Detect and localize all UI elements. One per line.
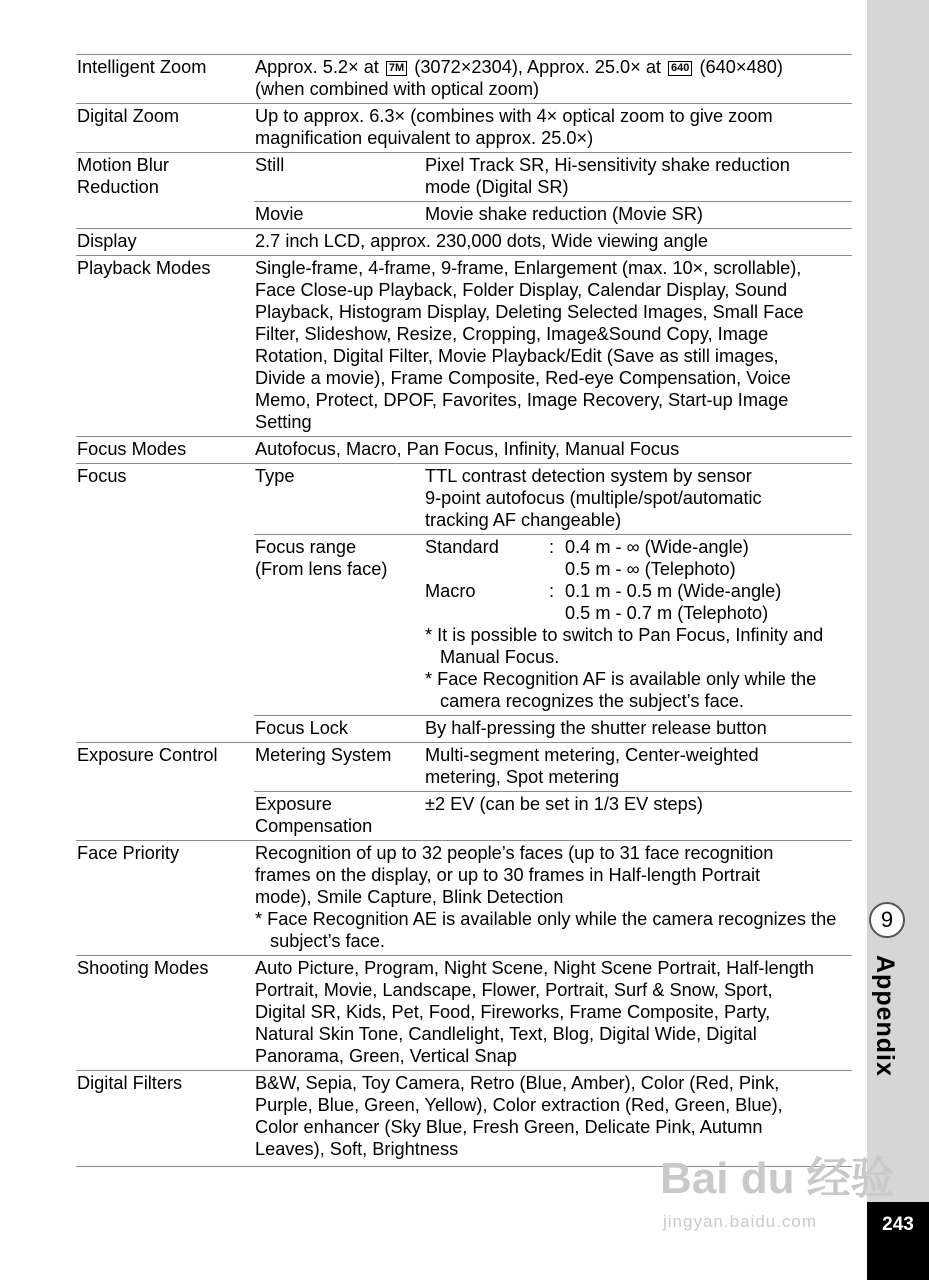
text-line: 9-point autofocus (multiple/spot/automatic (425, 488, 762, 508)
row-label: Playback Modes (76, 256, 254, 437)
resolution-7m-icon: 7M (386, 61, 407, 76)
row-label: Display (76, 229, 254, 256)
text-line: tracking AF changeable) (425, 510, 622, 530)
text-line: (From lens face) (255, 559, 388, 579)
text-line: Compensation (255, 816, 373, 836)
text: Approx. 5.2× at (255, 57, 384, 77)
resolution-640-icon: 640 (668, 61, 692, 76)
row-value (254, 956, 852, 1071)
text-line: Exposure (255, 794, 332, 814)
text-line: magnification equivalent to approx. 25.0×) (255, 128, 594, 148)
row-intelligent-zoom (76, 55, 852, 104)
text-line: Filter, Slideshow, Resize, Cropping, Image&Sound Copy, Image (255, 324, 769, 344)
row-face-priority (76, 841, 852, 956)
row-label: Focus Modes (76, 437, 254, 464)
row-motion-blur (76, 153, 852, 202)
row-playback-modes (76, 256, 852, 437)
text-line: B&W, Sepia, Toy Camera, Retro (Blue, Amber), Color (Red, Pink, (255, 1073, 780, 1093)
row-label: Shooting Modes (76, 956, 254, 1071)
text-line: Multi-segment metering, Center-weighted (425, 745, 759, 765)
text-line: Panorama, Green, Vertical Snap (255, 1046, 517, 1066)
text-line: Portrait, Movie, Landscape, Flower, Portrait, Surf & Snow, Sport, (255, 980, 773, 1000)
row-value (254, 256, 852, 437)
text-line: metering, Spot metering (425, 767, 620, 787)
row-exposure-control (76, 743, 852, 792)
row-value: Autofocus, Macro, Pan Focus, Infinity, Manual Focus (254, 437, 852, 464)
text-line: Auto Picture, Program, Night Scene, Night Scene Portrait, Half-length (255, 958, 815, 978)
row-label: Focus (76, 464, 254, 743)
text-line: Purple, Blue, Green, Yellow), Color extraction (Red, Green, Blue), (255, 1095, 783, 1115)
sub-value (424, 535, 852, 716)
page-number: 243 (867, 1202, 929, 1280)
text-line: Rotation, Digital Filter, Movie Playback/Edit (Save as still images, (255, 346, 779, 366)
row-label: Digital Zoom (76, 104, 254, 153)
sub-value: Movie shake reduction (Movie SR) (424, 202, 852, 229)
text-line: Single-frame, 4-frame, 9-frame, Enlargement (max. 10×, scrollable), (255, 258, 802, 278)
text-line: Divide a movie), Frame Composite, Red-eye Compensation, Voice (255, 368, 791, 388)
sub-label: Focus Lock (254, 716, 424, 743)
text-line: frames on the display, or up to 30 frames in Half-length Portrait (255, 865, 761, 885)
text-line: Color enhancer (Sky Blue, Fresh Green, Delicate Pink, Autumn (255, 1117, 763, 1137)
colon: : (549, 581, 555, 601)
row-value: 2.7 inch LCD, approx. 230,000 dots, Wide viewing angle (254, 229, 852, 256)
text-line: Leaves), Soft, Brightness (255, 1139, 459, 1159)
text-line: TTL contrast detection system by sensor (425, 466, 752, 486)
text-line: Motion Blur (77, 155, 169, 175)
sub-label: Movie (254, 202, 424, 229)
standard-value: 0.5 m - ∞ (Telephoto) (565, 559, 736, 579)
text-line: Reduction (77, 177, 159, 197)
sub-value: ±2 EV (can be set in 1/3 EV steps) (424, 792, 852, 841)
sub-label: Still (254, 153, 424, 202)
row-label: Intelligent Zoom (76, 55, 254, 104)
row-label (76, 153, 254, 229)
text-line: Setting (255, 412, 312, 432)
row-display (76, 229, 852, 256)
row-focus (76, 464, 852, 535)
text-line: Playback, Histogram Display, Deleting Selected Images, Small Face (255, 302, 804, 322)
row-shooting-modes (76, 956, 852, 1071)
text-line: (when combined with optical zoom) (255, 79, 540, 99)
text-line: Face Close-up Playback, Folder Display, Calendar Display, Sound (255, 280, 788, 300)
sub-label: Type (254, 464, 424, 535)
text-line: mode (Digital SR) (425, 177, 569, 197)
row-label: Digital Filters (76, 1071, 254, 1167)
footnote: * It is possible to switch to Pan Focus, Infinity and Manual Focus. (425, 625, 824, 667)
sub-label (254, 535, 424, 716)
text-line: Pixel Track SR, Hi-sensitivity shake reduction (425, 155, 790, 175)
sub-label (254, 792, 424, 841)
text-line: Memo, Protect, DPOF, Favorites, Image Recovery, Start-up Image (255, 390, 789, 410)
row-value (254, 55, 852, 104)
footnote: * Face Recognition AF is available only while the camera recognizes the subject’s face. (425, 669, 817, 711)
text-line: Digital SR, Kids, Pet, Food, Fireworks, Frame Composite, Party, (255, 1002, 771, 1022)
text-line: Focus range (255, 537, 357, 557)
macro-value: 0.1 m - 0.5 m (Wide-angle) (565, 581, 782, 601)
row-label: Face Priority (76, 841, 254, 956)
row-focus-modes (76, 437, 852, 464)
row-value (254, 841, 852, 956)
text: (640×480) (694, 57, 783, 77)
row-label: Exposure Control (76, 743, 254, 841)
sub-value: By half-pressing the shutter release button (424, 716, 852, 743)
chapter-label: Appendix (871, 955, 899, 1077)
row-value (254, 104, 852, 153)
standard-value: 0.4 m - ∞ (Wide-angle) (565, 537, 749, 557)
spec-table (76, 54, 852, 1167)
sub-value (424, 743, 852, 792)
watermark-logo: Bai du 经验 (660, 1154, 895, 1203)
standard-label: Standard (425, 537, 499, 557)
text-line: Recognition of up to 32 people’s faces (up to 31 face recognition (255, 843, 774, 863)
text-line: Natural Skin Tone, Candlelight, Text, Blog, Digital Wide, Digital (255, 1024, 757, 1044)
focus-range-grid (425, 536, 851, 624)
text-line: Up to approx. 6.3× (combines with 4× optical zoom to give zoom (255, 106, 773, 126)
footnote: * Face Recognition AE is available only while the camera recognizes the subject’s face. (255, 909, 837, 951)
chapter-number: 9 (869, 902, 905, 938)
sub-label: Metering System (254, 743, 424, 792)
text: (3072×2304), Approx. 25.0× at (409, 57, 667, 77)
watermark-url: jingyan.baidu.com (663, 1212, 818, 1231)
sub-value (424, 153, 852, 202)
text-line: mode), Smile Capture, Blink Detection (255, 887, 564, 907)
row-digital-zoom (76, 104, 852, 153)
macro-label: Macro (425, 581, 476, 601)
colon: : (549, 537, 555, 557)
sub-value (424, 464, 852, 535)
macro-value: 0.5 m - 0.7 m (Telephoto) (565, 603, 769, 623)
